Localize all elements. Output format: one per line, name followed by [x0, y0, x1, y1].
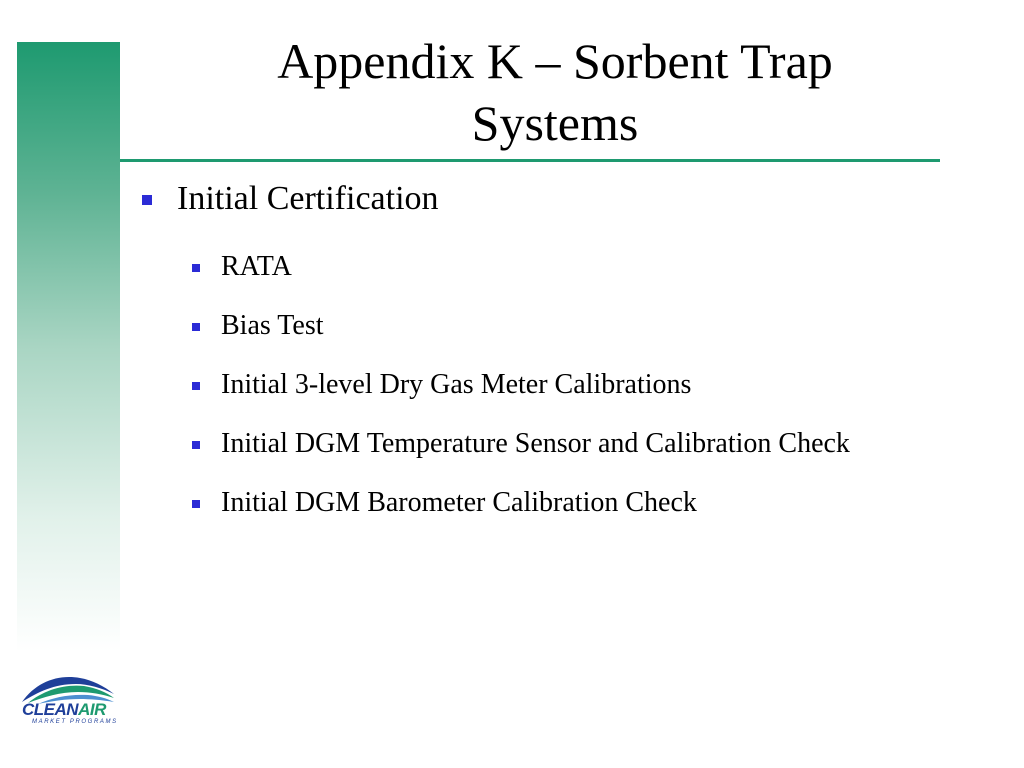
square-bullet-icon — [142, 195, 152, 205]
slide-title-line1: Appendix K – Sorbent Trap — [277, 33, 833, 89]
square-bullet-icon — [192, 382, 200, 390]
slide-title-line2: Systems — [471, 95, 639, 151]
sub-bullet-text: Bias Test — [221, 310, 324, 341]
title-divider — [120, 159, 940, 162]
clean-air-logo — [18, 672, 118, 732]
slide-title — [160, 30, 950, 154]
side-gradient-bar — [17, 42, 120, 652]
sub-bullet-text: Initial DGM Barometer Calibration Check — [221, 487, 697, 518]
square-bullet-icon — [192, 323, 200, 331]
sub-bullet-text: Initial 3-level Dry Gas Meter Calibrations — [221, 369, 692, 400]
logo-wordmark: CLEANAIR — [22, 700, 106, 719]
sub-bullet-text: RATA — [221, 251, 292, 282]
square-bullet-icon — [192, 441, 200, 449]
square-bullet-icon — [192, 264, 200, 272]
logo-subtitle: MARKET PROGRAMS — [32, 719, 118, 725]
square-bullet-icon — [192, 500, 200, 508]
sub-bullet-text: Initial DGM Temperature Sensor and Calibration Check — [221, 428, 850, 459]
bullet-heading-text: Initial Certification — [177, 180, 439, 217]
